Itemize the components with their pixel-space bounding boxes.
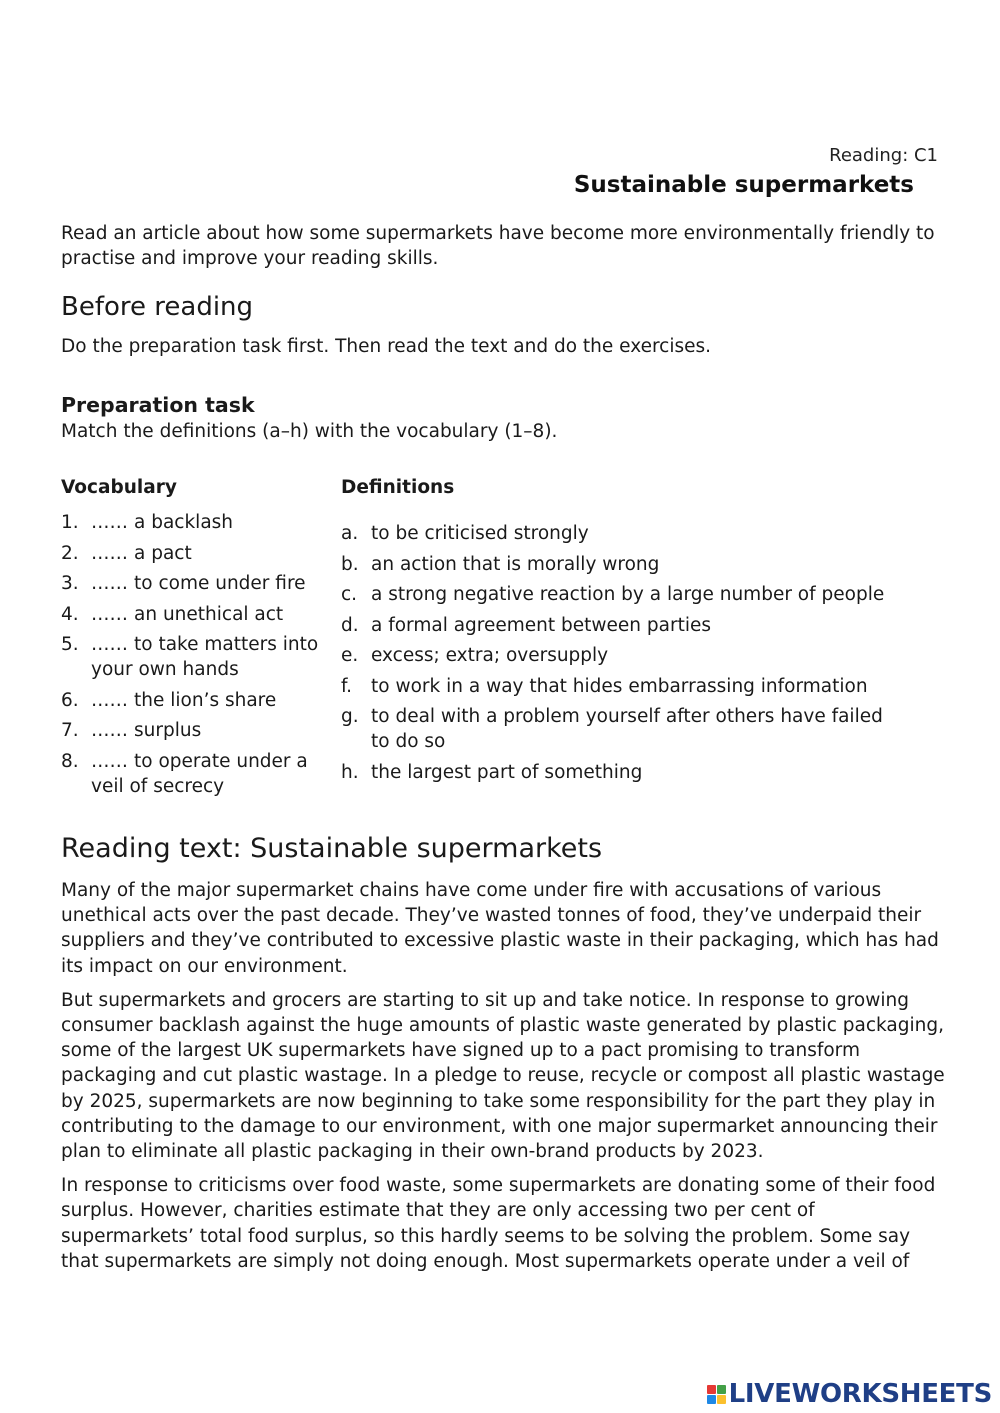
before-reading-text: Do the preparation task first. Then read the text and do the exercises. — [61, 336, 712, 357]
definition-item: d. a formal agreement between parties — [341, 614, 711, 636]
intro-text: Read an article about how some supermarkets have become more environmentally friendly to practise and improve your reading skills. — [61, 223, 935, 269]
reading-paragraph: But supermarkets and grocers are starting to sit up and take notice. In response to growing consumer backlash against the huge amounts of plastic waste generated by plastic packaging, some of the largest UK supermarkets have signed up to a pact promising to transform packaging and cut plastic wastage. In a pledge to reuse, recycle or compost all plastic wastage by 2025, supermarkets are now beginning to take some responsibility for the part they play in contributing to the damage to our environment, with one major supermarket announcing their plan to eliminate all plastic packaging in their own-brand products by 2023. — [61, 989, 945, 1163]
before-reading-heading: Before reading — [61, 292, 254, 322]
vocabulary-item: 1. …… a backlash — [61, 512, 234, 533]
vocabulary-item: 6. …… the lion’s share — [61, 689, 277, 711]
answer-blank[interactable]: …… — [91, 689, 128, 711]
answer-blank[interactable]: …… — [91, 634, 128, 655]
answer-blank[interactable]: …… — [91, 720, 128, 741]
definition-item: e. excess; extra; oversupply — [341, 645, 609, 666]
definition-item: c. a strong negative reaction by a large number of people — [341, 584, 885, 605]
answer-blank[interactable]: …… — [91, 542, 128, 564]
definition-item: f. to work in a way that hides embarrassing information — [341, 675, 868, 697]
liveworksheets-logo — [707, 1379, 992, 1409]
vocabulary-list — [61, 510, 331, 804]
answer-blank[interactable]: …… — [91, 603, 128, 625]
logo-square-blue — [707, 1395, 716, 1404]
vocabulary-heading: Vocabulary — [61, 477, 177, 498]
page-title: Sustainable supermarkets — [573, 172, 914, 198]
level-label: Reading: C1 — [829, 145, 938, 166]
liveworksheets-logo-icon — [707, 1385, 726, 1404]
definition-item: a. to be criticised strongly — [341, 523, 589, 544]
preparation-instruction: Match the definitions (a–h) with the vocabulary (1–8). — [61, 421, 558, 442]
reading-text-body — [61, 878, 946, 1283]
logo-square-red — [707, 1385, 716, 1394]
reading-paragraph: Many of the major supermarket chains have come under fire with accusations of various unethical acts over the past decade. They’ve wasted tonnes of food, they’ve underpaid their suppliers and they’ve contributed to excessive plastic waste in their packaging, which has had its impact on our environment. — [61, 880, 939, 977]
vocabulary-item: 8. …… to operate under a veil of secrecy — [61, 750, 308, 797]
definitions-list — [341, 521, 901, 790]
logo-square-green — [717, 1385, 726, 1394]
vocabulary-item: 7. …… surplus — [61, 720, 202, 741]
answer-blank[interactable]: …… — [91, 573, 128, 594]
answer-blank[interactable]: …… — [91, 512, 128, 533]
vocabulary-item: 4. …… an unethical act — [61, 603, 284, 625]
definitions-heading: Definitions — [341, 477, 455, 498]
definition-item: g. to deal with a problem yourself after others have failed to do so — [341, 706, 883, 752]
vocabulary-item: 2. …… a pact — [61, 542, 192, 564]
definition-item: h. the largest part of something — [341, 761, 643, 783]
vocabulary-item: 5. …… to take matters into your own hands — [61, 634, 319, 680]
reading-text-heading: Reading text: Sustainable supermarkets — [61, 833, 603, 864]
preparation-task-title: Preparation task — [61, 393, 255, 417]
answer-blank[interactable]: …… — [91, 750, 128, 772]
definition-item: b. an action that is morally wrong — [341, 553, 660, 575]
reading-paragraph: In response to criticisms over food waste, some supermarkets are donating some of their food surplus. However, charities estimate that they are only accessing two per cent of supermarkets’ total food surplus, so this hardly seems to be solving the problem. Some say that supermarkets are simply not doing enough. Most supermarkets operate under a veil of — [61, 1175, 936, 1272]
vocabulary-item: 3. …… to come under fire — [61, 573, 306, 594]
logo-square-yellow — [717, 1395, 726, 1404]
liveworksheets-logo-text: LIVEWORKSHEETS — [728, 1379, 992, 1409]
